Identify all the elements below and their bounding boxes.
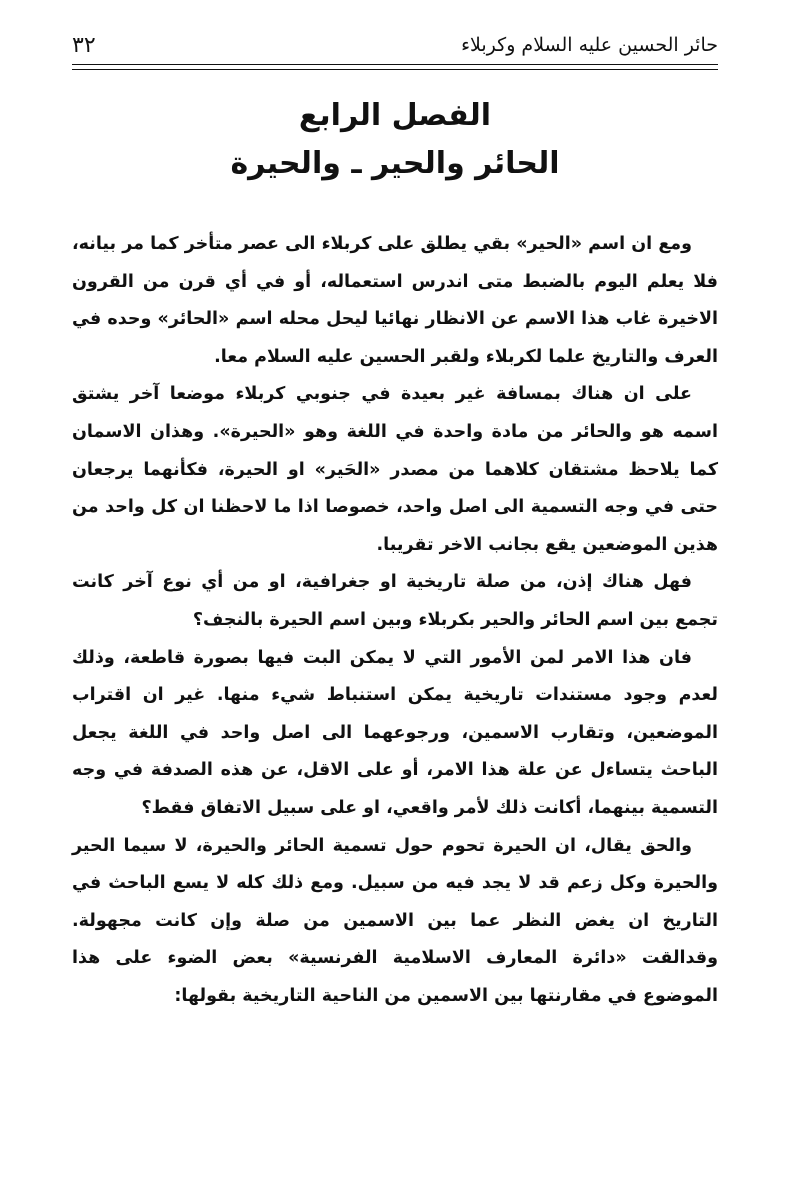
chapter-subtitle: الحائر والحير ـ والحيرة xyxy=(230,146,560,181)
body-text xyxy=(72,226,718,1015)
paragraph-3: فهل هناك إذن، من صلة تاريخية او جغرافية، او من أي نوع آخر كانت تجمع بين اسم الحائر والحير بكربلاء وبين اسم الحيرة بالنجف؟ xyxy=(72,572,718,630)
paragraph-2: على ان هناك بمسافة غير بعيدة في جنوبي كربلاء موضعا آخر يشتق اسمه هو والحائر من مادة واحدة في اللغة وهو «الحيرة». وهذان الاسمان كما يلاحظ مشتقان كلاهما من مصدر «الحَير» او الحيرة، فكأنهما يرجعان حتى في وجه التسمية الى اصل واحد، خصوصا اذا ما لاحظنا ان كل واحد من هذين الموضعين يقع بجانب الاخر تقريبا. xyxy=(72,384,718,555)
header-rule-bottom xyxy=(72,69,718,70)
paragraph-1: ومع ان اسم «الحير» بقي يطلق على كربلاء الى عصر متأخر كما مر بيانه، فلا يعلم اليوم بالضبط متى اندرس استعماله، أو في أي قرن من القرون الاخيرة غاب هذا الاسم عن الانظار نهائيا ليحل محله اسم «الحائر» وحده في العرف والتاريخ علما لكربلاء ولقبر الحسين عليه السلام معا. xyxy=(72,234,718,367)
chapter-number-title: الفصل الرابع xyxy=(298,98,492,133)
running-header xyxy=(72,30,718,60)
header-rule-top xyxy=(72,64,718,65)
page-number: ٣٢ xyxy=(72,32,96,58)
chapter-heading xyxy=(72,92,718,188)
paragraph-4: فان هذا الامر لمن الأمور التي لا يمكن البت فيها بصورة قاطعة، وذلك لعدم وجود مستندات تاريخية يمكن استنباط شيء منها. غير ان اقتراب الموضعين، وتقارب الاسمين، ورجوعهما الى اصل واحد في اللغة يجعل الباحث يتساءل عن علة هذا الامر، أو على الاقل، عن هذه الصدفة في وجه التسمية بينهما، أكانت ذلك لأمر واقعي، او على سبيل الاتفاق فقط؟ xyxy=(72,647,718,818)
running-title: حائر الحسين عليه السلام وكربلاء xyxy=(461,34,718,56)
paragraph-5: والحق يقال، ان الحيرة تحوم حول تسمية الحائر والحيرة، لا سيما الحير والحيرة وكل زعم قد لا يجد فيه من سبيل. ومع ذلك كله لا يسع الباحث في التاريخ ان يغض النظر عما بين الاسمين من صلة وإن كانت مجهولة. وقدالقت «دائرة المعارف الاسلامية الفرنسية» بعض الضوء على هذا الموضوع في مقارنتها بين الاسمين من الناحية التاريخية بقولها: xyxy=(72,835,718,1006)
